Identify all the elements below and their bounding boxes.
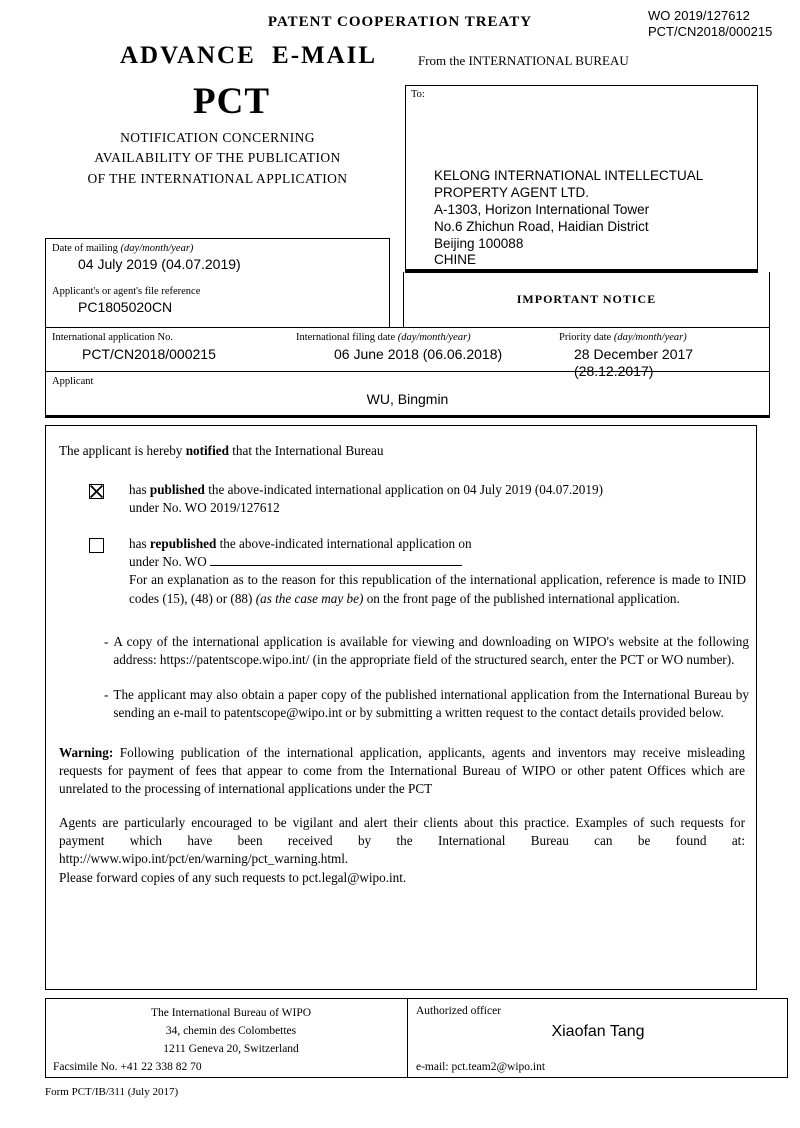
wo-number-blank-line	[210, 553, 462, 566]
applicant-row	[45, 372, 770, 418]
published-checkbox-checked-icon	[89, 484, 104, 499]
copy-available-bullet: - A copy of the international application is available for viewing and downloading on WIPO's website at the following address: https://patentscope.wipo.int/ (in the appropriate field of the structured search, enter the PCT or WO number).	[104, 633, 749, 669]
priority-date-label: Priority date (day/month/year)	[559, 332, 687, 343]
paper-copy-bullet: - The applicant may also obtain a paper copy of the published international application from the International Bureau by sending an e-mail to patentscope@wipo.int or by submitting a written request to the contact details provided below.	[104, 686, 749, 722]
pct-logo: PCT	[193, 81, 270, 122]
intl-filing-date-label: International filing date (day/month/year)	[296, 332, 471, 343]
notification-heading: NOTIFICATION CONCERNING AVAILABILITY OF THE PUBLICATION OF THE INTERNATIONAL APPLICATION	[87, 130, 348, 186]
application-data-row	[45, 327, 770, 379]
date-of-mailing-value: 04 July 2019 (04.07.2019)	[78, 256, 241, 272]
important-notice-box	[403, 272, 770, 327]
footer-contact-box	[45, 998, 788, 1078]
dash-icon: -	[104, 634, 109, 649]
published-wo-number-line: under No. WO 2019/127612	[129, 500, 280, 516]
date-of-mailing-label: Date of mailing (day/month/year)	[52, 243, 194, 254]
republication-explanation: For an explanation as to the reason for this republication of the international application, reference is made to INID codes (15), (48) or (88) (as the case may be) on the front page of the published international application.	[129, 572, 746, 606]
form-code: Form PCT/IB/311 (July 2017)	[45, 1086, 179, 1098]
recipient-address-box	[405, 85, 758, 273]
file-reference-label: Applicant's or agent's file reference	[52, 286, 201, 297]
important-notice-label: IMPORTANT NOTICE	[516, 292, 657, 306]
priority-date-value: 28 December 2017 (28.12.2017)	[574, 346, 694, 379]
intl-application-no-label: International application No.	[52, 332, 174, 343]
forward-requests-line: Please forward copies of any such requests to pct.legal@wipo.int.	[59, 870, 407, 885]
treaty-title: PATENT COOPERATION TREATY	[267, 14, 533, 30]
bureau-address: The International Bureau of WIPO 34, chemin des Colombettes 1211 Geneva 20, Switzerland	[150, 1007, 312, 1055]
reference-numbers	[648, 8, 772, 41]
pct-number: PCT/CN2018/000215	[648, 24, 773, 40]
from-bureau-line: From the INTERNATIONAL BUREAU	[418, 53, 629, 68]
published-statement: has published the above-indicated international application on 04 July 2019 (04.07.2019) under No. WO 2019/127612	[129, 481, 729, 517]
applicant-value: WU, Bingmin	[366, 391, 449, 407]
file-reference-value: PC1805020CN	[78, 299, 173, 315]
republished-checkbox-empty-icon	[89, 538, 104, 553]
notification-body-box	[45, 425, 757, 990]
authorized-officer-name: Xiaofan Tang	[551, 1023, 645, 1040]
warning-paragraph: Warning: Following publication of the international application, applicants, agents and inventors may receive misleading requests for payment of fees that appear to come from the International Bureau of WIPO or other patent Offices which are unrelated to the processing of international applications under the PCT	[59, 745, 745, 797]
email-line: e-mail: pct.team2@wipo.int	[416, 1061, 546, 1073]
intro-line: The applicant is hereby notified that the International Bureau	[59, 443, 384, 458]
wo-number: WO 2019/127612	[648, 8, 750, 23]
intl-filing-date-value: 06 June 2018 (06.06.2018)	[334, 346, 503, 362]
republished-statement: has republished the above-indicated international application on under No. WO For an explanation as to the reason for this republication of the international application, reference is made to INID codes (15), (48) or (88) (as the case may be) on the front page of the published international application.	[129, 535, 746, 608]
intl-application-no-value: PCT/CN2018/000215	[82, 346, 216, 362]
mailing-info-box	[45, 238, 390, 328]
recipient-address: KELONG INTERNATIONAL INTELLECTUAL PROPERTY AGENT LTD. A-1303, Horizon International Tower No.6 Zhichun Road, Haidian District Beijing 100088 CHINE	[434, 168, 704, 268]
facsimile-line: Facsimile No. +41 22 338 82 70	[53, 1061, 202, 1073]
authorized-officer-label: Authorized officer	[416, 1005, 502, 1017]
republished-wo-number-line: under No. WO	[129, 553, 746, 571]
to-label: To:	[411, 89, 425, 100]
dash-icon: -	[104, 687, 109, 702]
applicant-label: Applicant	[52, 376, 94, 387]
advance-email-title: ADVANCE E-MAIL	[120, 42, 378, 69]
agents-paragraph: Agents are particularly encouraged to be vigilant and alert their clients about this practice. Examples of such requests for payment which have been received by the International Bureau can be found at: http://www.wipo.int/pct/en/warning/pct_warning.html.	[59, 815, 745, 867]
